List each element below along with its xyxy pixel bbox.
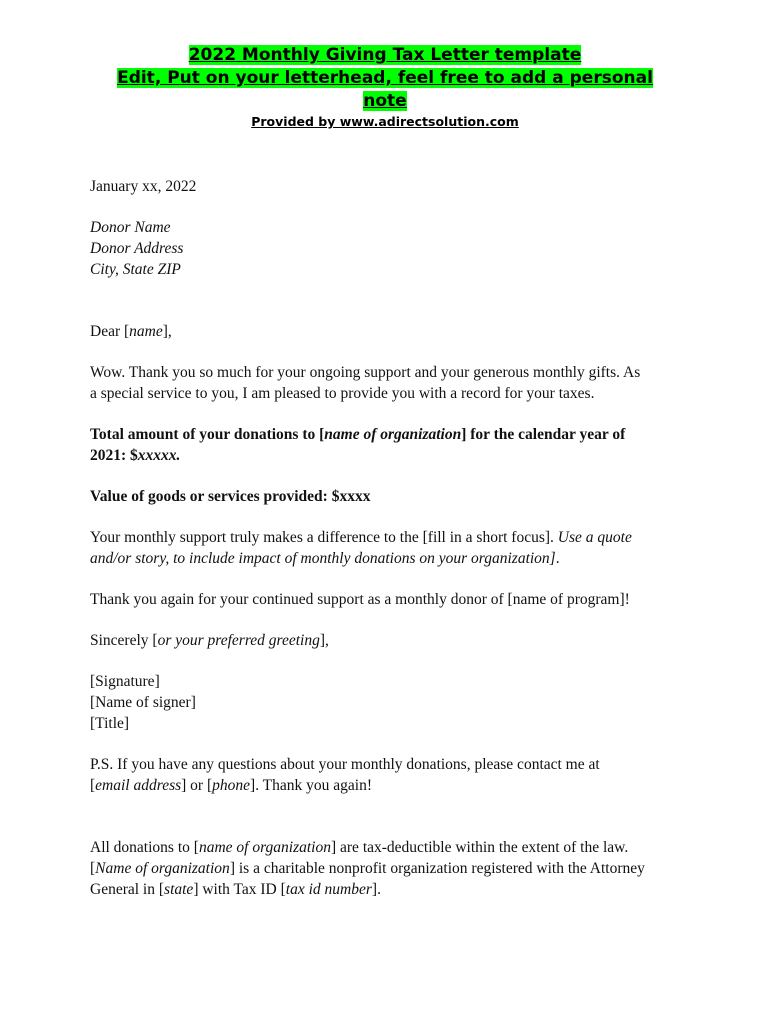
letter-date: January xx, 2022 [90,178,197,195]
total-donations-paragraph: Total amount of your donations to [name of organization] for the calendar year of 2021: $xxxxx. [90,426,626,464]
intro-paragraph: Wow. Thank you so much for your ongoing support and your generous monthly gifts. As a special service to you, I am pleased to provide you with a record for your taxes. [90,364,641,402]
signature-block [90,671,690,734]
signer-name: [Name of signer] [90,694,196,711]
tax-deductible-footer: All donations to [name of organization] are tax-deductible within the extent of the law. [Name of organization] is a charitable nonprofit organization registered with the Attorney General in [state] with Tax ID [tax id number]. [90,839,645,898]
template-title-line-2: Edit, Put on your letterhead, feel free to add a personal [117,68,653,88]
donor-city-state-zip: City, State ZIP [90,261,181,278]
impact-paragraph: Your monthly support truly makes a difference to the [fill in a short focus]. Use a quote and/or story, to include impact of monthly donations on your organization]. [90,529,632,567]
donor-address-block [90,217,690,280]
donor-address: Donor Address [90,240,184,257]
template-title-line-1: 2022 Monthly Giving Tax Letter template [188,45,582,65]
salutation: Dear [name], [90,323,172,340]
letter-body [90,176,690,920]
closing: Sincerely [or your preferred greeting], [90,632,329,649]
template-title-line-3: note [363,91,407,111]
thanks-paragraph: Thank you again for your continued support as a monthly donor of [name of program]! [90,591,630,608]
value-goods-services: Value of goods or services provided: $xxxx [90,488,371,505]
signer-title: [Title] [90,715,130,732]
template-header [90,44,680,130]
postscript: P.S. If you have any questions about your monthly donations, please contact me at [email address] or [phone]. Thank you again! [90,756,600,794]
provided-by-link[interactable]: Provided by www.adirectsolution.com [251,114,519,129]
signature-line: [Signature] [90,673,160,690]
donor-name: Donor Name [90,219,171,236]
